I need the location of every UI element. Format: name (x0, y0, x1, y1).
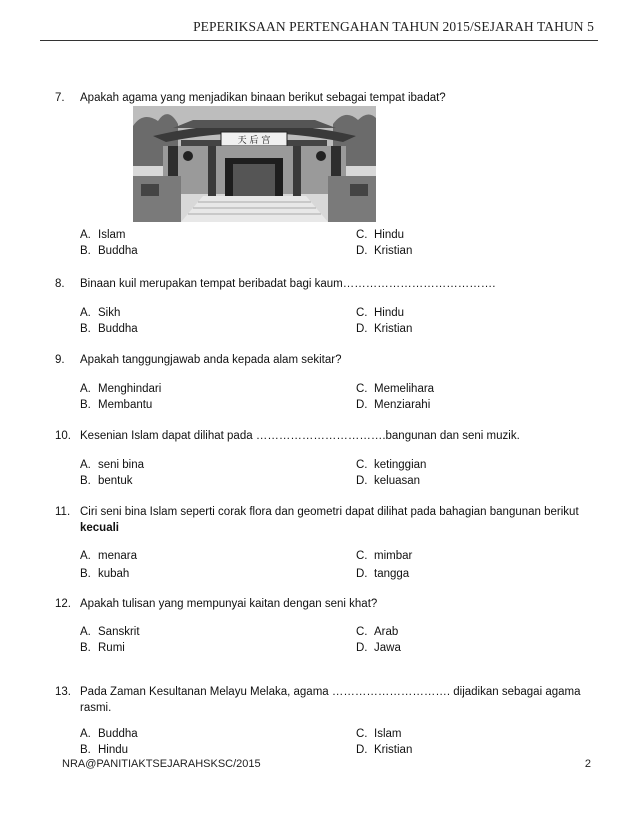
page-header: PEPERIKSAAN PERTENGAHAN TAHUN 2015/SEJARAH TAHUN 5 (193, 19, 594, 34)
option-13b: B. Hindu (80, 744, 129, 756)
question-number: 12. (55, 598, 71, 610)
page-number: 2 (584, 758, 591, 770)
option-12c: C. Arab (356, 626, 399, 638)
question-text: Apakah tanggungjawab anda kepada alam sekitar? (80, 354, 342, 366)
option-9c: C. Memelihara (356, 383, 435, 395)
question-number: 7. (55, 92, 65, 104)
option-9d: D. Menziarahi (356, 399, 431, 411)
option-9b: B. Membantu (80, 399, 153, 411)
option-12d: D. Jawa (356, 642, 401, 654)
option-12b: B. Rumi (80, 642, 125, 654)
option-7b: B. Buddha (80, 245, 138, 257)
option-10d: D. keluasan (356, 475, 421, 487)
option-10b: B. bentuk (80, 475, 133, 487)
option-13a: A. Buddha (80, 728, 138, 740)
option-9a: A. Menghindari (80, 383, 162, 395)
question-number: 8. (55, 278, 65, 290)
option-8c: C. Hindu (356, 307, 405, 319)
question-text: Binaan kuil merupakan tempat beribadat bagi kaum…………………………………. (80, 278, 496, 290)
option-7d: D. Kristian (356, 245, 413, 257)
question-text: Pada Zaman Kesultanan Melayu Melaka, agama …………………………. dijadikan sebagai agama rasmi. (80, 686, 581, 714)
question-text: Ciri seni bina Islam seperti corak flora dan geometri dapat dilihat pada bahagian bangunan berikut kecuali (80, 506, 579, 534)
option-13c: C. Islam (356, 728, 402, 740)
option-10c: C. ketinggian (356, 459, 427, 471)
option-11a: A. menara (80, 550, 137, 562)
footer-credit: NRA@PANITIAKTSEJARAHSKSC/2015 (62, 758, 261, 770)
question-emphasis: kecuali (80, 522, 119, 534)
option-11b: B. kubah (80, 568, 130, 580)
option-12a: A. Sanskrit (80, 626, 140, 638)
question-text: Kesenian Islam dapat dilihat pada …………………………….bangunan dan seni muzik. (80, 430, 520, 442)
question-number: 10. (55, 430, 71, 442)
option-7a: A. Islam (80, 229, 126, 241)
option-11c: C. mimbar (356, 550, 413, 562)
temple-photo (133, 106, 376, 222)
question-number: 11. (55, 506, 71, 518)
header-rule (40, 40, 598, 41)
option-8d: D. Kristian (356, 323, 413, 335)
option-7c: C. Hindu (356, 229, 405, 241)
temple-signboard: 天 后 宫 (237, 136, 271, 146)
question-number: 9. (55, 354, 65, 366)
option-13d: D. Kristian (356, 744, 413, 756)
question-text: Apakah agama yang menjadikan binaan berikut sebagai tempat ibadat? (80, 92, 446, 104)
option-11d: D. tangga (356, 568, 410, 580)
option-8b: B. Buddha (80, 323, 138, 335)
question-text: Apakah tulisan yang mempunyai kaitan dengan seni khat? (80, 598, 378, 610)
option-10a: A. seni bina (80, 459, 145, 471)
option-8a: A. Sikh (80, 307, 121, 319)
question-number: 13. (55, 686, 71, 698)
